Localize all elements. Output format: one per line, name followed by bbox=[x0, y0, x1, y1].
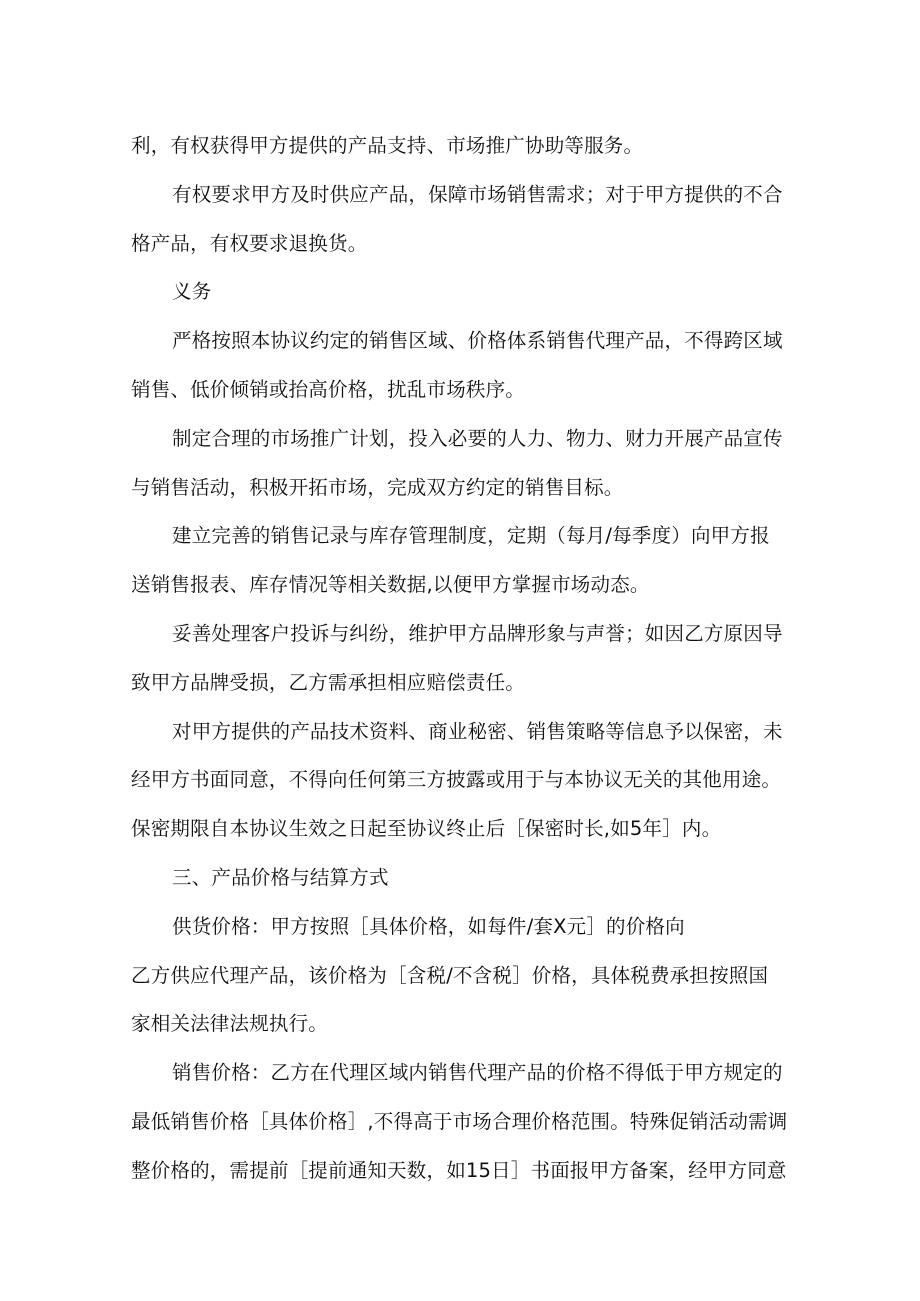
text-line: 利，有权获得甲方提供的产品支持、市场推广协助等服务。 bbox=[131, 134, 644, 157]
text-line: 格产品，有权要求退换货。 bbox=[131, 231, 368, 255]
text-line: 妥善处理客户投诉与纠纷，维护甲方品牌形象与声誉；如因乙方原因导 bbox=[172, 621, 783, 645]
text-line: 致甲方品牌受损，乙方需承担相应赔偿责任。 bbox=[131, 670, 526, 694]
section-heading-obligations: 义务 bbox=[172, 280, 212, 304]
text-line: 经甲方书面同意，不得向任何第三方披露或用于与本协议无关的其他用途。 bbox=[131, 768, 782, 792]
document-body bbox=[131, 122, 796, 1196]
text-line: 与销售活动，积极开拓市场，完成双方约定的销售目标。 bbox=[131, 475, 624, 499]
text-line: 有权要求甲方及时供应产品，保障市场销售需求；对于甲方提供的不合 bbox=[172, 182, 783, 206]
text-line: 严格按照本协议约定的销售区域、价格体系销售代理产品，不得跨区域 bbox=[172, 329, 783, 353]
text-line: 销售、低价倾销或抬高价格，扰乱市场秩序。 bbox=[131, 377, 526, 401]
text-line: 家相关法律法规执行。 bbox=[131, 1012, 329, 1036]
text-line: 销售价格：乙方在代理区域内销售代理产品的价格不得低于甲方规定的 bbox=[172, 1061, 783, 1085]
text-line: 对甲方提供的产品技术资料、商业秘密、销售策略等信息予以保密，未 bbox=[172, 719, 783, 743]
text-line: 送销售报表、库存情况等相关数据,以便甲方掌握市场动态。 bbox=[131, 573, 650, 597]
text-line: 整价格的，需提前［提前通知天数，如15日］书面报甲方备案，经甲方同意 bbox=[131, 1158, 787, 1182]
text-line: 建立完善的销售记录与库存管理制度，定期（每月/每季度）向甲方报 bbox=[172, 524, 770, 548]
text-line: 乙方供应代理产品，该价格为［含税/不含税］价格，具体税费承担按照国 bbox=[131, 963, 769, 987]
text-line: 最低销售价格［具体价格］,不得高于市场合理价格范围。特殊促销活动需调 bbox=[131, 1109, 788, 1133]
text-line: 保密期限自本协议生效之日起至协议终止后［保密时长,如5年］内。 bbox=[131, 817, 722, 841]
text-line: 制定合理的市场推广计划，投入必要的人力、物力、财力开展产品宣传 bbox=[172, 426, 783, 450]
section-heading-pricing: 三、产品价格与结算方式 bbox=[172, 865, 389, 889]
text-line: 供货价格：甲方按照［具体价格，如每件/套X元］的价格向 bbox=[172, 914, 685, 938]
